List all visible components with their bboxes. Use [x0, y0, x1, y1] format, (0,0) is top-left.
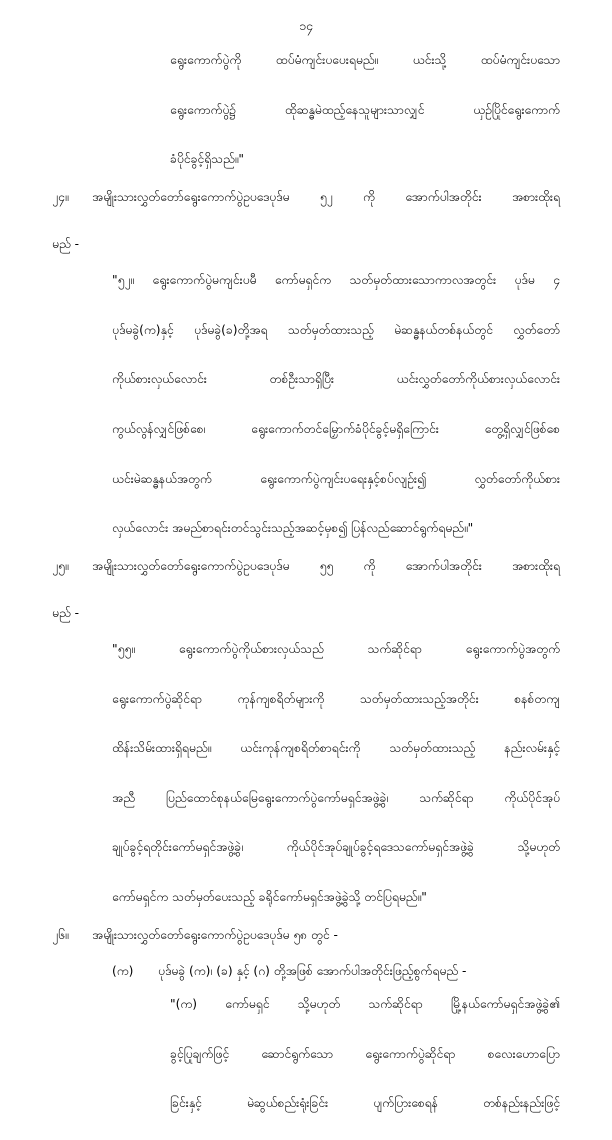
top-continuation-block	[170, 49, 560, 172]
section-lead-text: အမျိုးသားလွှတ်တော်ရွေးကောက်ပွဲဥပဒေပုဒ်မ ၅၈ တွင် -	[92, 927, 338, 942]
quote-line: ကွယ်လွန်လျှင်ဖြစ်စေ၊ ရွေးကောက်တင်မြှောက်ခံပိုင်ခွင့်မရှိကြောင်း တွေ့ရှိလျှင်ဖြစ်စေ	[112, 421, 560, 436]
quote-line: ကော်မရှင်က သတ်မှတ်ပေးသည့် ခရိုင်ကော်မရှင်အဖွဲ့ခွဲသို့ တင်ပြရမည်။"	[112, 890, 427, 904]
quote-line: ချုပ်ခွင့်ရတိုင်းကော်မရှင်အဖွဲ့ခွဲ၊ ကိုယ်ပိုင်အုပ်ချုပ်ခွင့်ရဒေသကော်မရှင်အဖွဲ့ခွဲ သို့မဟုတ်	[112, 840, 560, 855]
sub-item-label: (က)	[112, 963, 134, 978]
quote-line: ခြင်းနှင့် မဲဆွယ်စည်းရုံးခြင်း ပျက်ပြားစေရန် တစ်နည်းနည်းဖြင့်	[170, 1096, 560, 1111]
quote-line: ပုဒ်မခွဲ(က)နှင့် ပုဒ်မခွဲ(ခ)တို့အရ သတ်မှတ်ထားသည့် မဲဆန္ဓနယ်တစ်နယ်တွင် လွှတ်တော်	[112, 322, 560, 337]
paragraph-line: ရွေးကောက်ပွဲကို ထပ်မံကျင်းပပေးရမည်။ ယင်းသို့ ထပ်မံကျင်းပသော	[170, 53, 560, 67]
quote-line: "၅၅။ ရွေးကောက်ပွဲကိုယ်စားလှယ်သည် သက်ဆိုင်ရာ ရွေးကောက်ပွဲအတွက်	[112, 642, 560, 657]
section-lead-text: အမျိုးသားလွှတ်တော်ရွေးကောက်ပွဲဥပဒေပုဒ်မ ၅၂ ကို အောက်ပါအတိုင်း အစားထိုးရ	[92, 189, 560, 204]
page-number: ၁၄	[298, 18, 314, 33]
section-lead	[52, 186, 560, 234]
quote-line: ရွေးကောက်ပွဲဆိုင်ရာ ကုန်ကျစရိတ်များကို သတ်မှတ်ထားသည့်အတိုင်း စနစ်တကျ	[112, 691, 560, 706]
sub-item-text: ပုဒ်မခွဲ (က)၊ (ခ) နှင့် (ဂ) တို့အဖြစ် အောက်ပါအတိုင်းဖြည့်စွက်ရမည် -	[158, 963, 467, 978]
quote-block-55	[112, 638, 560, 910]
quote-block-58-ka	[170, 993, 560, 1140]
quote-line: ကိုယ်စားလှယ်လောင်း တစ်ဦးသာရှိပြီး ယင်းလွှတ်တော်ကိုယ်စားလှယ်လောင်း	[112, 372, 560, 387]
section-number: ၂၅။	[52, 558, 69, 573]
quote-line: ခွင့်ပြုချက်ဖြင့် ဆောင်ရွက်သော ရွေးကောက်ပွဲဆိုင်ရာ စလေးဟောပြော	[170, 1046, 560, 1061]
quote-block-52	[112, 269, 560, 541]
section-number: ၂၆။	[52, 927, 69, 942]
section-lead	[52, 924, 560, 948]
section-lead-continued: မည် -	[52, 237, 80, 252]
quote-line: "(က) ကော်မရှင် သို့မဟုတ် သက်ဆိုင်ရာ မြို့နယ်ကော်မရှင်အဖွဲ့ခွဲ၏	[170, 997, 560, 1012]
paragraph-line: ခံပိုင်ခွင့်ရှိသည်။"	[170, 152, 245, 167]
quote-line: "၅၂။ ရွေးကောက်ပွဲမကျင်းပမီ ကော်မရှင်က သတ်မှတ်ထားသောကာလအတွင်း ပုဒ်မ ၄	[112, 273, 560, 288]
section-lead-text: အမျိုးသားလွှတ်တော်ရွေးကောက်ပွဲဥပဒေပုဒ်မ ၅၅ ကို အောက်ပါအတိုင်း အစားထိုးရ	[92, 558, 560, 573]
section-number: ၂၄။	[52, 189, 69, 204]
quote-line: ယင်းမဲဆန္ဓနယ်အတွက် ရွေးကောက်ပွဲကျင်းပရေးနှင့်စပ်လျဉ်း၍ လွှတ်တော်ကိုယ်စား	[112, 471, 560, 486]
quote-line: ထိန်းသိမ်းထားရှိရမည်။ ယင်းကုန်ကျစရိတ်စာရင်းကို သတ်မှတ်ထားသည့် နည်းလမ်းနှင့်	[112, 741, 560, 756]
quote-line: အညီ ပြည်ထောင်စုနယ်မြေရွေးကောက်ပွဲကော်မရှင်အဖွဲ့ခွဲ၊ သက်ဆိုင်ရာ ကိုယ်ပိုင်အုပ်	[112, 790, 560, 805]
section-lead-continued: မည် -	[52, 606, 80, 621]
sub-item-ka	[112, 960, 560, 984]
section-25	[52, 555, 560, 910]
section-24	[52, 186, 560, 541]
quote-line: လှယ်လောင်း အမည်စာရင်းတင်သွင်းသည့်အဆင့်မှစ၍ ပြန်လည်ဆောင်ရွက်ရမည်။"	[112, 521, 474, 536]
paragraph-line: ရွေးကောက်ပွဲ၌ ထိုဆန္ဓမဲထည့်နေသူများသာလျှင် ယှဉ်ပြိုင်ရွေးကောက်	[170, 102, 560, 117]
section-26	[52, 924, 560, 1140]
section-lead	[52, 555, 560, 603]
